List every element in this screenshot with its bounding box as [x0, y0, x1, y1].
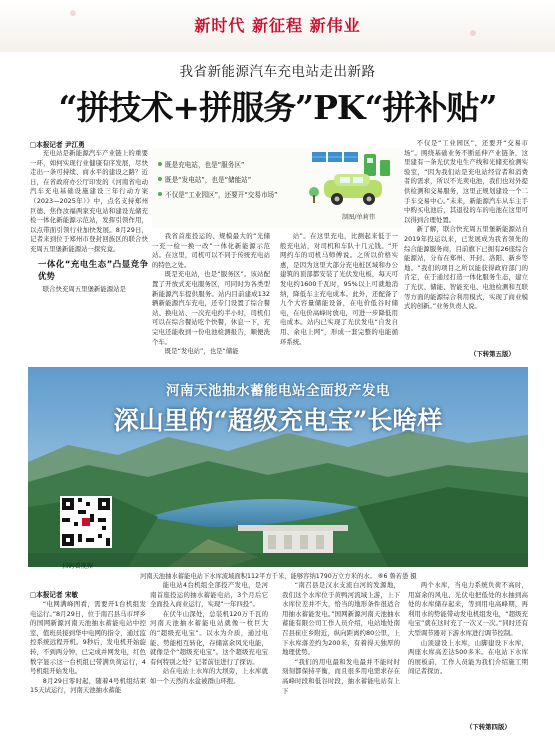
qr-label: 扫码看视频: [62, 563, 93, 570]
paragraph: 既是充电站，也是“服务区”。该站配置了开放式充电服务区，可同时为各类型新能源汽车提供服务。站内目前建成132辆新能源汽车充电，还专门设置了综合餐站、换电站、一次充电约半小时，司机们可以在综合餐站吃个快餐，休息一下，充完电还能收到一份电池检测报告，顺便洗个车。: [152, 270, 270, 346]
paragraph: 新了解，联合快充周五里堡新能源站自2019年投运以来，已发展成为我省领先的综合能源服务商，目前旗下已拥有26座综合能源站，分布在郑州、开封、洛阳、新乡等地。“我们的项目之所以能获得政府部门的肯定，在于通过打造一体化服务生态，建立了光伏、储能、智能充电、电池检测和互联等方面的能源综合利用模式，实现了商业模式的创新。”业务负责人说。: [404, 225, 528, 311]
article2-subhead: 河南天池抽水蓄能电站全面投产发电: [166, 383, 390, 399]
article2-headline: 深山里的“超级充电宝”长啥样: [113, 406, 443, 435]
article1-continued-note: （下转第五版）: [470, 350, 515, 358]
illustration-list: [158, 158, 278, 203]
article1-column-2: [152, 232, 270, 362]
paragraph: 山顶建设上水库，山脚建设下水库，两座水库高差达500多米。在电站下水库的展板前，工作人员能为我们介绍施工期间记者探访。: [408, 638, 528, 676]
paragraph: “南召县是汉水支流白河的发源地，我们这个水库位于黄鸭河流域上游，上下水库位差并不大，恰当的地形条件很适合用抽水蓄能发电。”国网新源河南天池抽水蓄能有限公司工作人员介绍，电站地处南召县崔庄乡附近，纵向距离约80公里，上下水库落差约为200米，有着得天独厚的地理优势。: [282, 581, 400, 657]
paragraph: 不仅是“工业园区”，还要开“交易市场”。围绕基础业务不断延伸产业链条，这里建有一条光伏发电生产线和光储充检测实验室，“因为我们站是充电站经营者和消费者的需求，所以不光卖电池，我们也对外提供检测和交易服务，这里正规划建设一个二手车交易中心。”未来，新能源汽车从车主手中购买电池后，其退役的车的电池在这里可以得到合理处置。: [404, 139, 528, 224]
illustration-item: 不仅是“工业园区”，还要开“交易市场”: [158, 188, 278, 203]
illustration-credit: 制图/单莉伟: [342, 214, 376, 221]
paragraph: 站”。在这里充电，比测起来低于一般充电站，对司机和车队十几元钱。“开网约车的司机马师傅说。之所以价格实惠，是因为这里大部分充电桩区域和办公建筑的顶部都安装了光伏发电板，每天可发电约1600千瓦时，95%以上可就地消纳，降低车主充电成本。此外，还配备了九个大容量储能设备，在电价低谷时储电，在电价高峰时放电，可进一步降低用电成本。站内已实现了光伏发电“自发自用、余电上网”，形成一套完整的电能循环系统。: [280, 232, 398, 346]
video-qr-code[interactable]: [60, 496, 112, 548]
paragraph: 充电站是新能源汽车产业链上的重要一环，如何实现行业健康有序发展，尽快走出一条可持续、商水平的建设之路？近日，在省政府办公厅印发的《河南省电动汽车充电基础设施建设三年行动方案（2023—2025年）》中，点名支持郑州巨德、焦作汝福两家充电站和建设光储充检一体化新能源示范站，发挥引领作用，以点带面引领行业加快发展。8月29日，记者来到位于郑州市登封回族区的联合快充周五里堡新能源站一探究竟。: [30, 149, 148, 253]
illustration-item: 既是充电站，也是“服务区”: [158, 158, 278, 173]
paragraph: 既是“发电站”，也是“储能: [164, 347, 239, 356]
photo-caption: 河南天池抽水蓄能电站下水库流域面积112平方千米，能够容纳1790万立方米的水。 ⑥6 鲁若愚 摄: [140, 573, 417, 580]
paragraph: “电网满峰图看，需要开1台机组发电运行。”8月29日，位于南召县马市坪乡的国网新源河南天池抽水蓄能电站中控室，值班员接到华中电网的指令，通过监控系统远程开机。9秒后，发电机开始旋转，不到两分钟，已完成并网发电，红色数字显示这一台机组已带满负荷运行，4号机组开始发电。: [30, 600, 146, 676]
bullet-icon: [158, 192, 162, 196]
article1-subsection-title: 一体化“充电生态”凸显竞争优势: [38, 258, 148, 281]
qr-code-icon: [62, 498, 110, 546]
paragraph: 在伏牛山深处，总装机120万千瓦的河南天池抽水蓄能电站就像一枚巨大的“超级充电宝”。以水为介质，通过电能、势能相互转化，存储富余风光电能，就像是个“超级充电宝”。这个超级充电宝有何特别之处？记者前往进行了探访。: [150, 609, 268, 666]
paragraph: 联合快充周五里堡新能源站是: [42, 284, 126, 293]
article2-continued-note: （下转第四版）: [466, 723, 511, 731]
article2-column-4: [408, 581, 528, 719]
article1-illustration: [152, 148, 402, 228]
article2-column-1: [30, 600, 146, 728]
article1-column-1: [30, 149, 148, 359]
charging-station-car-icon: [304, 150, 399, 212]
article1-headline: “拼技术+拼服务”PK“拼补贴”: [58, 88, 497, 127]
article1-column-3: [280, 232, 398, 362]
paragraph: 我省首座投运的、规模最大的“光储一充一检一换一改”一体化新能源示范站。在这里，司机可以不同于传统充电站的特色之处。: [152, 232, 270, 269]
illustration-item: 既是“发电站”，也是“储能站”: [158, 173, 278, 188]
article2-column-3: [282, 581, 400, 729]
paragraph: 站在电站上水库的大坝旁，上水库就如一个天然的水盆被群山环抱。: [150, 667, 268, 685]
bullet-icon: [158, 162, 162, 166]
section-kicker: 新时代 新征程 新伟业: [194, 16, 361, 35]
paragraph: “我们的用电最和发电最并不能时时刻刻都保持平衡，而且很多用电需求存在高峰时段和低谷时段，抽水蓄能电站有上下: [282, 657, 400, 695]
article1-subhead: 我省新能源汽车充电站走出新路: [179, 64, 376, 80]
article2-column-2: [150, 581, 268, 729]
paragraph: 两个水库，当电力系统负荷不高时，用富余的风电、光伏电把低处的水抽到高处的水库储存起来，等到用电高峰期，再利用水的势能带动发电机组发电，“超级充电宝”就在这时充了一次又一次。”同时还有大型调节器对下游水库进行调节控制。: [408, 581, 528, 637]
bullet-icon: [158, 177, 162, 181]
paragraph: 能电站4台机组全部投产发电，是河南首座投运的抽水蓄能电站，3个月后它全面投入商业运行，实现“一年四投”。: [150, 581, 268, 609]
article2-byline: □本报记者 宋敏: [30, 591, 79, 599]
paragraph: 8月29日零时起，随着4号机组结束15天试运行，河南天池抽水蓄能: [30, 676, 146, 695]
article1-byline: □本报记者 尹江勇: [30, 141, 85, 149]
article1-column-4: [404, 139, 528, 347]
